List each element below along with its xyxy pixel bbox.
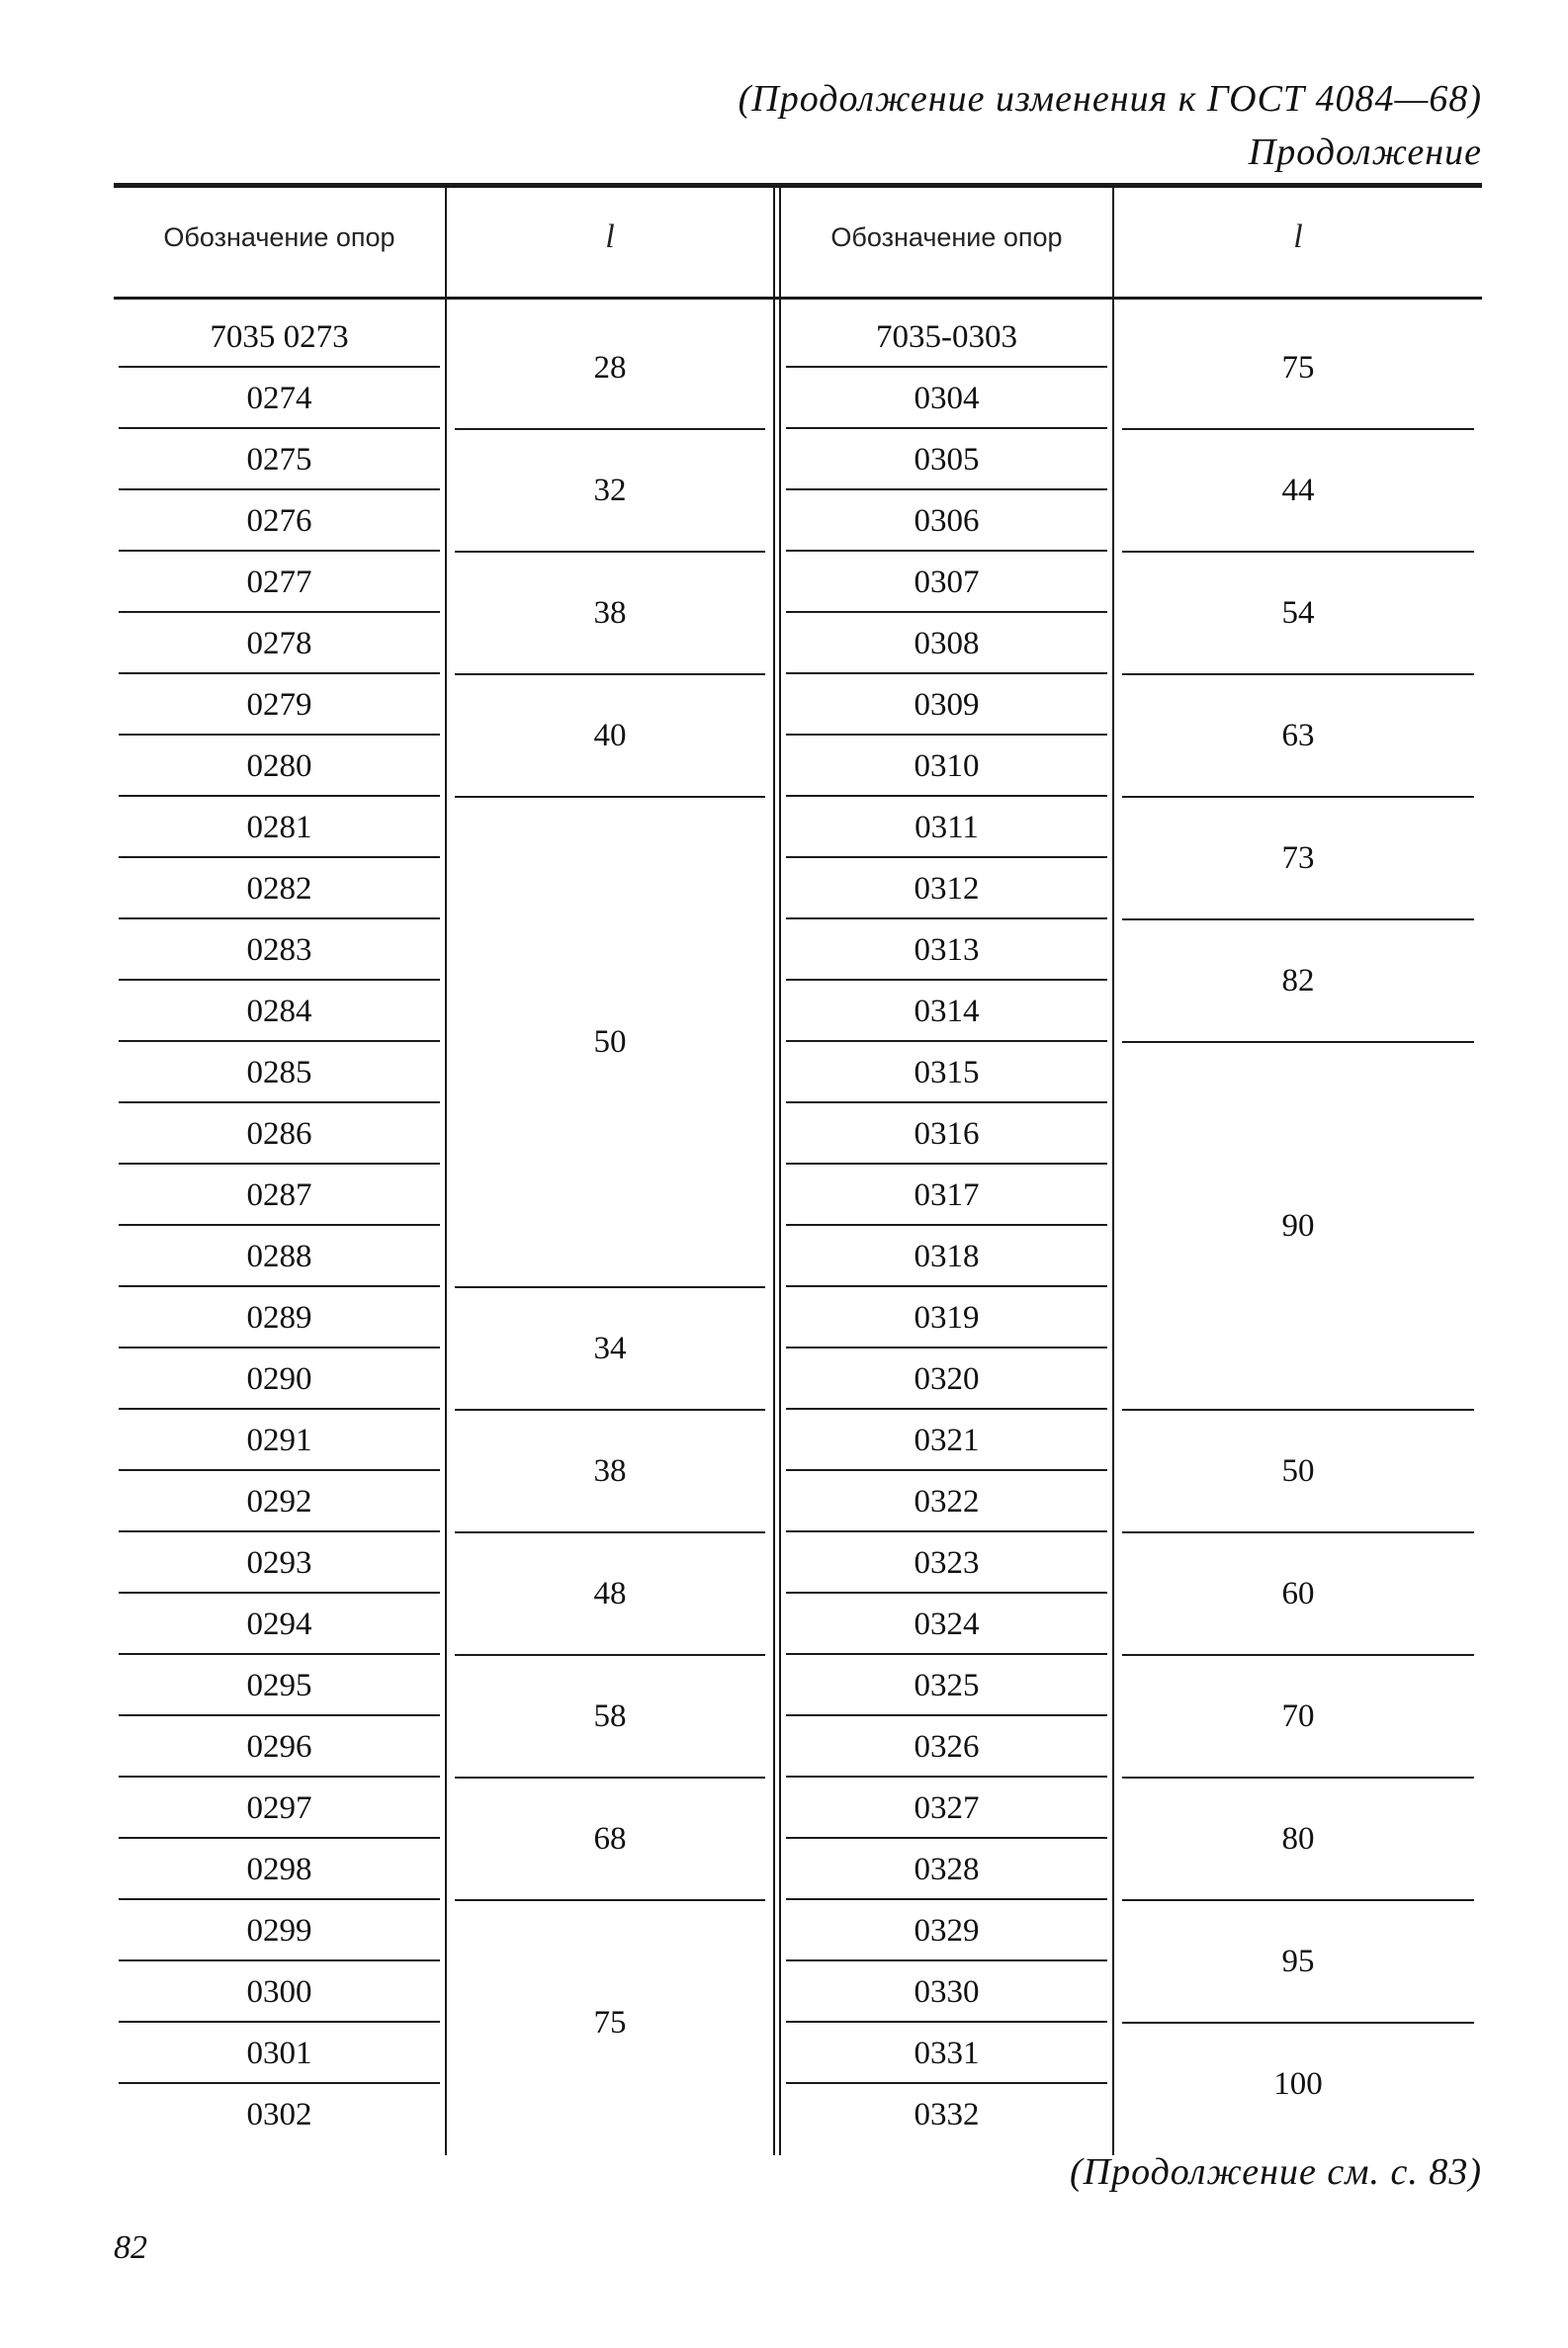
support-designation: 0276	[114, 490, 445, 552]
support-designation: 0318	[781, 1226, 1112, 1287]
support-designation: 0308	[781, 613, 1112, 674]
support-designation: 0295	[114, 1655, 445, 1716]
support-designation: 0324	[781, 1594, 1112, 1655]
support-designation: 0313	[781, 919, 1112, 981]
support-designation: 0301	[114, 2023, 445, 2084]
l-value: 95	[1281, 1943, 1315, 1979]
support-designation: 0312	[781, 858, 1112, 919]
support-designation: 0305	[781, 429, 1112, 490]
header-designation-right: Обозначение опор	[830, 221, 1063, 252]
l-value: 40	[593, 717, 627, 753]
support-designation: 0321	[781, 1410, 1112, 1471]
support-designation: 0329	[781, 1900, 1112, 1961]
continuation-footer: (Продолжение см. с. 83)	[1069, 2151, 1482, 2193]
support-designation: 0315	[781, 1042, 1112, 1103]
support-designation: 0281	[114, 797, 445, 858]
support-designation: 0296	[114, 1716, 445, 1778]
l-value: 32	[593, 472, 627, 508]
support-designation: 0291	[114, 1410, 445, 1471]
l-value: 80	[1281, 1820, 1315, 1857]
continuation-header: (Продолжение изменения к ГОСТ 4084—68)	[738, 78, 1482, 120]
support-designation: 0285	[114, 1042, 445, 1103]
support-designation: 0309	[781, 674, 1112, 736]
l-value: 82	[1281, 962, 1315, 999]
support-designation: 0304	[781, 368, 1112, 429]
supports-table	[114, 183, 1482, 2155]
support-designation: 0299	[114, 1900, 445, 1961]
support-designation: 0278	[114, 613, 445, 674]
table-header-rule	[114, 297, 1482, 300]
header-l-left: l	[605, 218, 615, 255]
support-designation: 0325	[781, 1655, 1112, 1716]
support-designation: 0277	[114, 552, 445, 613]
support-designation: 0275	[114, 429, 445, 490]
support-designation: 0293	[114, 1532, 445, 1594]
support-designation: 0302	[246, 2096, 312, 2132]
support-designation: 0319	[781, 1287, 1112, 1348]
support-designation: 0282	[114, 858, 445, 919]
support-designation: 0307	[781, 552, 1112, 613]
support-designation: 0320	[781, 1348, 1112, 1410]
support-designation: 0290	[114, 1348, 445, 1410]
l-value: 100	[1273, 2065, 1323, 2102]
l-value: 50	[1281, 1452, 1315, 1489]
support-designation: 0283	[114, 919, 445, 981]
support-designation: 0316	[781, 1103, 1112, 1165]
support-designation: 0322	[781, 1471, 1112, 1532]
support-designation: 0298	[114, 1839, 445, 1900]
l-value: 38	[593, 594, 627, 631]
l-value: 28	[593, 349, 627, 386]
support-designation: 0332	[914, 2096, 980, 2132]
support-designation: 0317	[781, 1165, 1112, 1226]
support-designation: 0331	[781, 2023, 1112, 2084]
l-value: 38	[593, 1452, 627, 1489]
l-value: 75	[1281, 349, 1315, 386]
l-value: 68	[593, 1820, 627, 1857]
support-designation: 0310	[781, 736, 1112, 797]
support-designation: 0289	[114, 1287, 445, 1348]
support-designation: 0314	[781, 981, 1112, 1042]
support-designation: 0306	[781, 490, 1112, 552]
l-value: 75	[593, 2004, 627, 2041]
header-l-right: l	[1293, 218, 1303, 255]
support-designation: 0328	[781, 1839, 1112, 1900]
l-value: 34	[593, 1330, 627, 1366]
header-designation-left: Обозначение опор	[163, 221, 395, 252]
column-divider	[773, 183, 775, 2155]
l-value: 48	[593, 1575, 627, 1611]
table-top-rule	[114, 183, 1482, 188]
support-designation: 7035-0303	[781, 306, 1112, 368]
l-value: 63	[1281, 717, 1315, 753]
support-designation: 0326	[781, 1716, 1112, 1778]
support-designation: 0280	[114, 736, 445, 797]
support-designation: 0288	[114, 1226, 445, 1287]
support-designation: 0323	[781, 1532, 1112, 1594]
support-designation: 0279	[114, 674, 445, 736]
support-designation: 0294	[114, 1594, 445, 1655]
l-value: 73	[1281, 839, 1315, 876]
l-value: 58	[593, 1697, 627, 1734]
support-designation: 0300	[114, 1961, 445, 2023]
l-value: 44	[1281, 472, 1315, 508]
l-value: 54	[1281, 594, 1315, 631]
support-designation: 0284	[114, 981, 445, 1042]
support-designation: 0297	[114, 1778, 445, 1839]
l-value: 60	[1281, 1575, 1315, 1611]
l-value: 70	[1281, 1697, 1315, 1734]
l-value: 90	[1281, 1207, 1315, 1244]
page-number: 82	[114, 2229, 147, 2266]
support-designation: 0287	[114, 1165, 445, 1226]
support-designation: 0274	[114, 368, 445, 429]
support-designation: 7035 0273	[114, 306, 445, 368]
l-value: 50	[593, 1023, 627, 1060]
support-designation: 0330	[781, 1961, 1112, 2023]
continuation-label: Продолжение	[1248, 131, 1482, 173]
support-designation: 0286	[114, 1103, 445, 1165]
support-designation: 0292	[114, 1471, 445, 1532]
support-designation: 0311	[781, 797, 1112, 858]
support-designation: 0327	[781, 1778, 1112, 1839]
